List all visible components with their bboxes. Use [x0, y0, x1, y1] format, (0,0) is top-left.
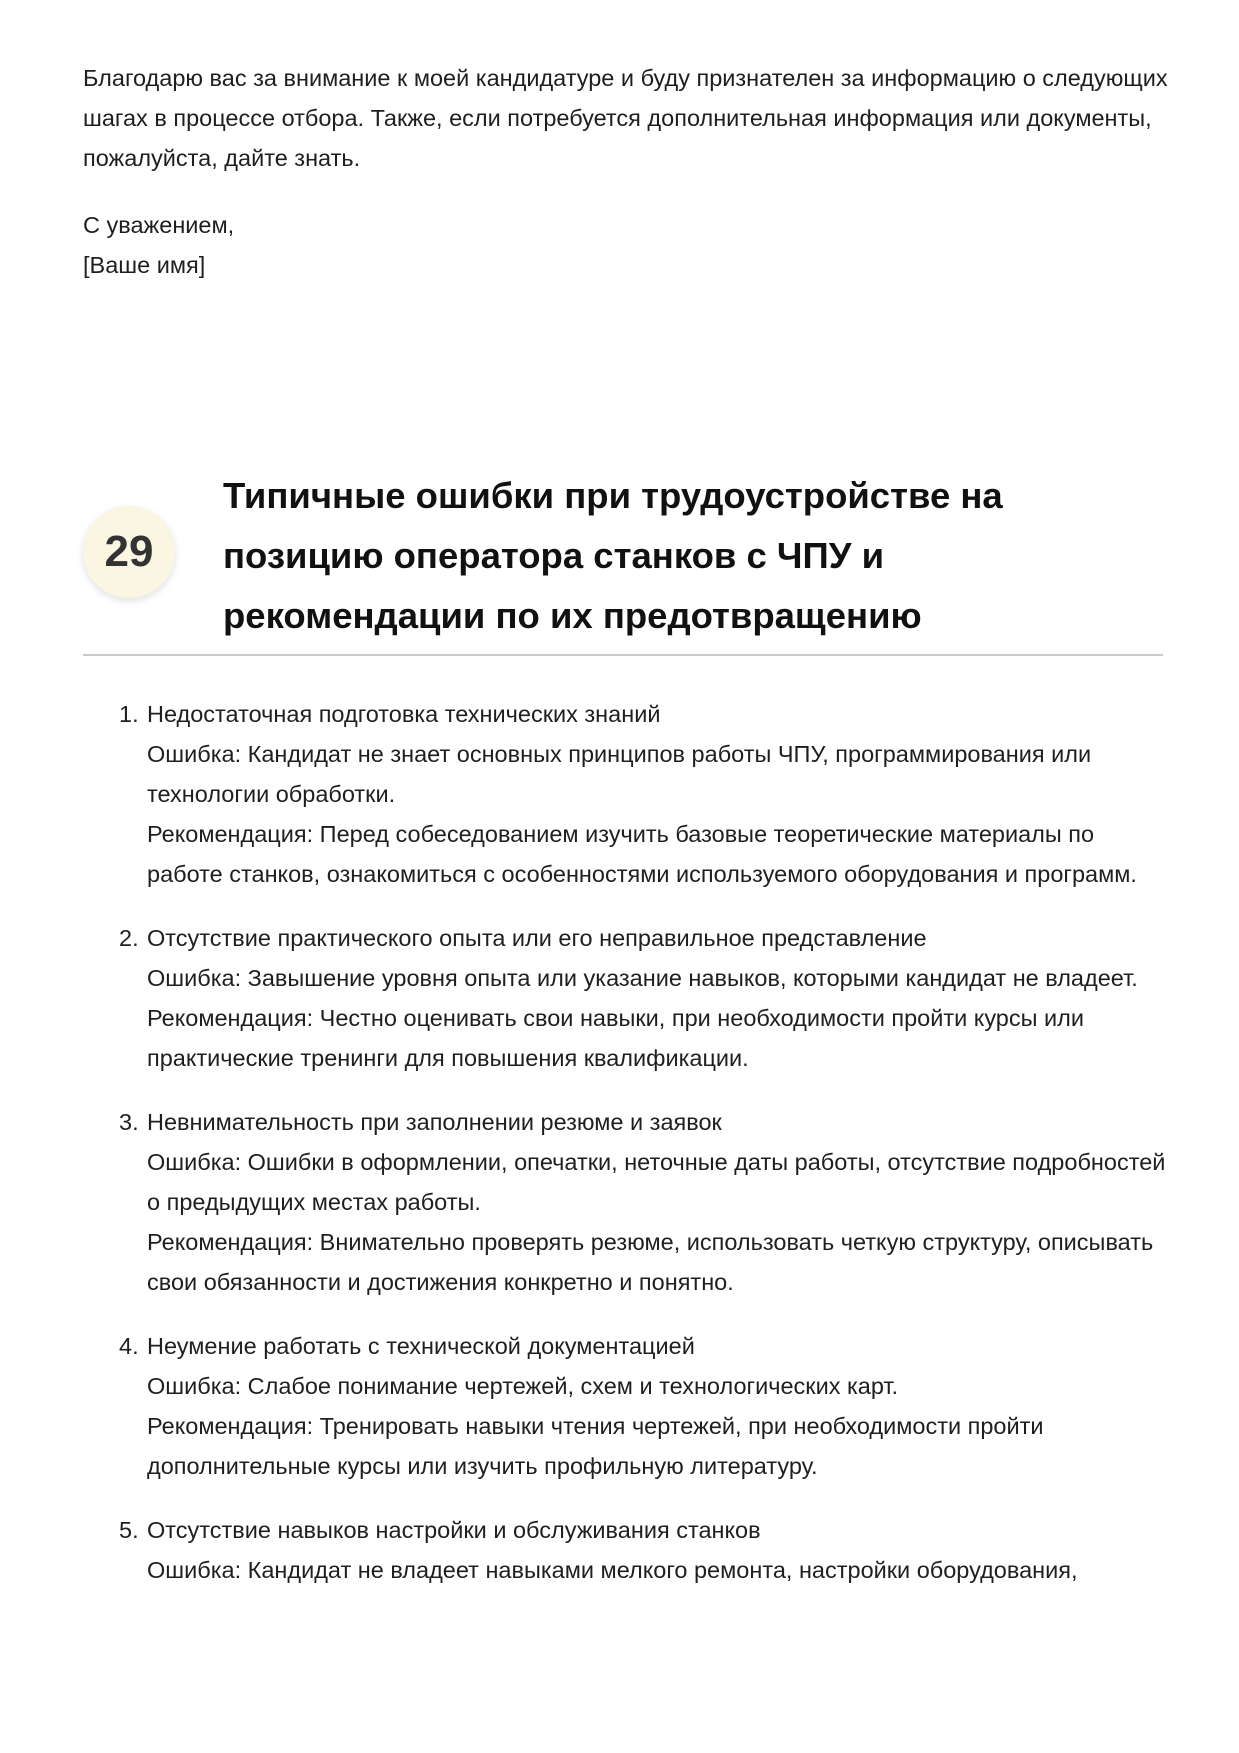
list-item-number: 3.	[119, 1109, 139, 1135]
section-title: Типичные ошибки при трудоустройстве на позицию оператора станков с ЧПУ и рекомендации по их предотвращению	[223, 475, 1003, 636]
list-item-heading: Недостаточная подготовка технических знаний	[147, 701, 661, 727]
list-item-number: 5.	[119, 1517, 139, 1543]
list-item-heading: Невнимательность при заполнении резюме и заявок	[147, 1109, 722, 1135]
list-item-number: 1.	[119, 701, 139, 727]
signature-placeholder: [Ваше имя]	[83, 252, 206, 278]
section-number-badge: 29	[83, 506, 175, 598]
intro-block	[83, 58, 1168, 178]
closing-block	[83, 205, 234, 285]
closing-phrase: С уважением,	[83, 212, 235, 238]
list-item-heading: Неумение работать с технической документацией	[147, 1333, 695, 1359]
list-item	[83, 918, 1168, 1078]
section-header	[83, 464, 1163, 656]
list-item-heading: Отсутствие навыков настройки и обслуживания станков	[147, 1517, 761, 1543]
intro-paragraph: Благодарю вас за внимание к моей кандидатуре и буду признателен за информацию о следующих шагах в процессе отбора. Также, если потребуется дополнительная информация или документы, пожалуйста, дайте знать.	[83, 65, 1168, 171]
list-item-error: Ошибка: Кандидат не владеет навыками мелкого ремонта, настройки оборудования,	[147, 1557, 1078, 1583]
list-item-recommendation: Рекомендация: Внимательно проверять резюме, использовать четкую структуру, описывать свои обязанности и достижения конкретно и понятно.	[147, 1229, 1154, 1295]
list-item-error: Ошибка: Кандидат не знает основных принципов работы ЧПУ, программирования или технологии обработки.	[147, 741, 1092, 807]
list-item-recommendation: Рекомендация: Честно оценивать свои навыки, при необходимости пройти курсы или практические тренинги для повышения квалификации.	[147, 1005, 1085, 1071]
list-item-error: Ошибка: Завышение уровня опыта или указание навыков, которыми кандидат не владеет.	[147, 965, 1138, 991]
list-item	[83, 694, 1168, 894]
errors-list	[83, 694, 1168, 1614]
list-item	[83, 1326, 1168, 1486]
list-item-heading: Отсутствие практического опыта или его неправильное представление	[147, 925, 927, 951]
list-item-number: 2.	[119, 925, 139, 951]
list-item-error: Ошибка: Слабое понимание чертежей, схем и технологических карт.	[147, 1373, 899, 1399]
list-item-recommendation: Рекомендация: Тренировать навыки чтения чертежей, при необходимости пройти дополнительные курсы или изучить профильную литературу.	[147, 1413, 1044, 1479]
list-item-error: Ошибка: Ошибки в оформлении, опечатки, неточные даты работы, отсутствие подробностей о предыдущих местах работы.	[147, 1149, 1166, 1215]
list-item-recommendation: Рекомендация: Перед собеседованием изучить базовые теоретические материалы по работе станков, ознакомиться с особенностями используемого оборудования и программ.	[147, 821, 1137, 887]
list-item	[83, 1510, 1168, 1590]
list-item	[83, 1102, 1168, 1302]
list-item-number: 4.	[119, 1333, 139, 1359]
